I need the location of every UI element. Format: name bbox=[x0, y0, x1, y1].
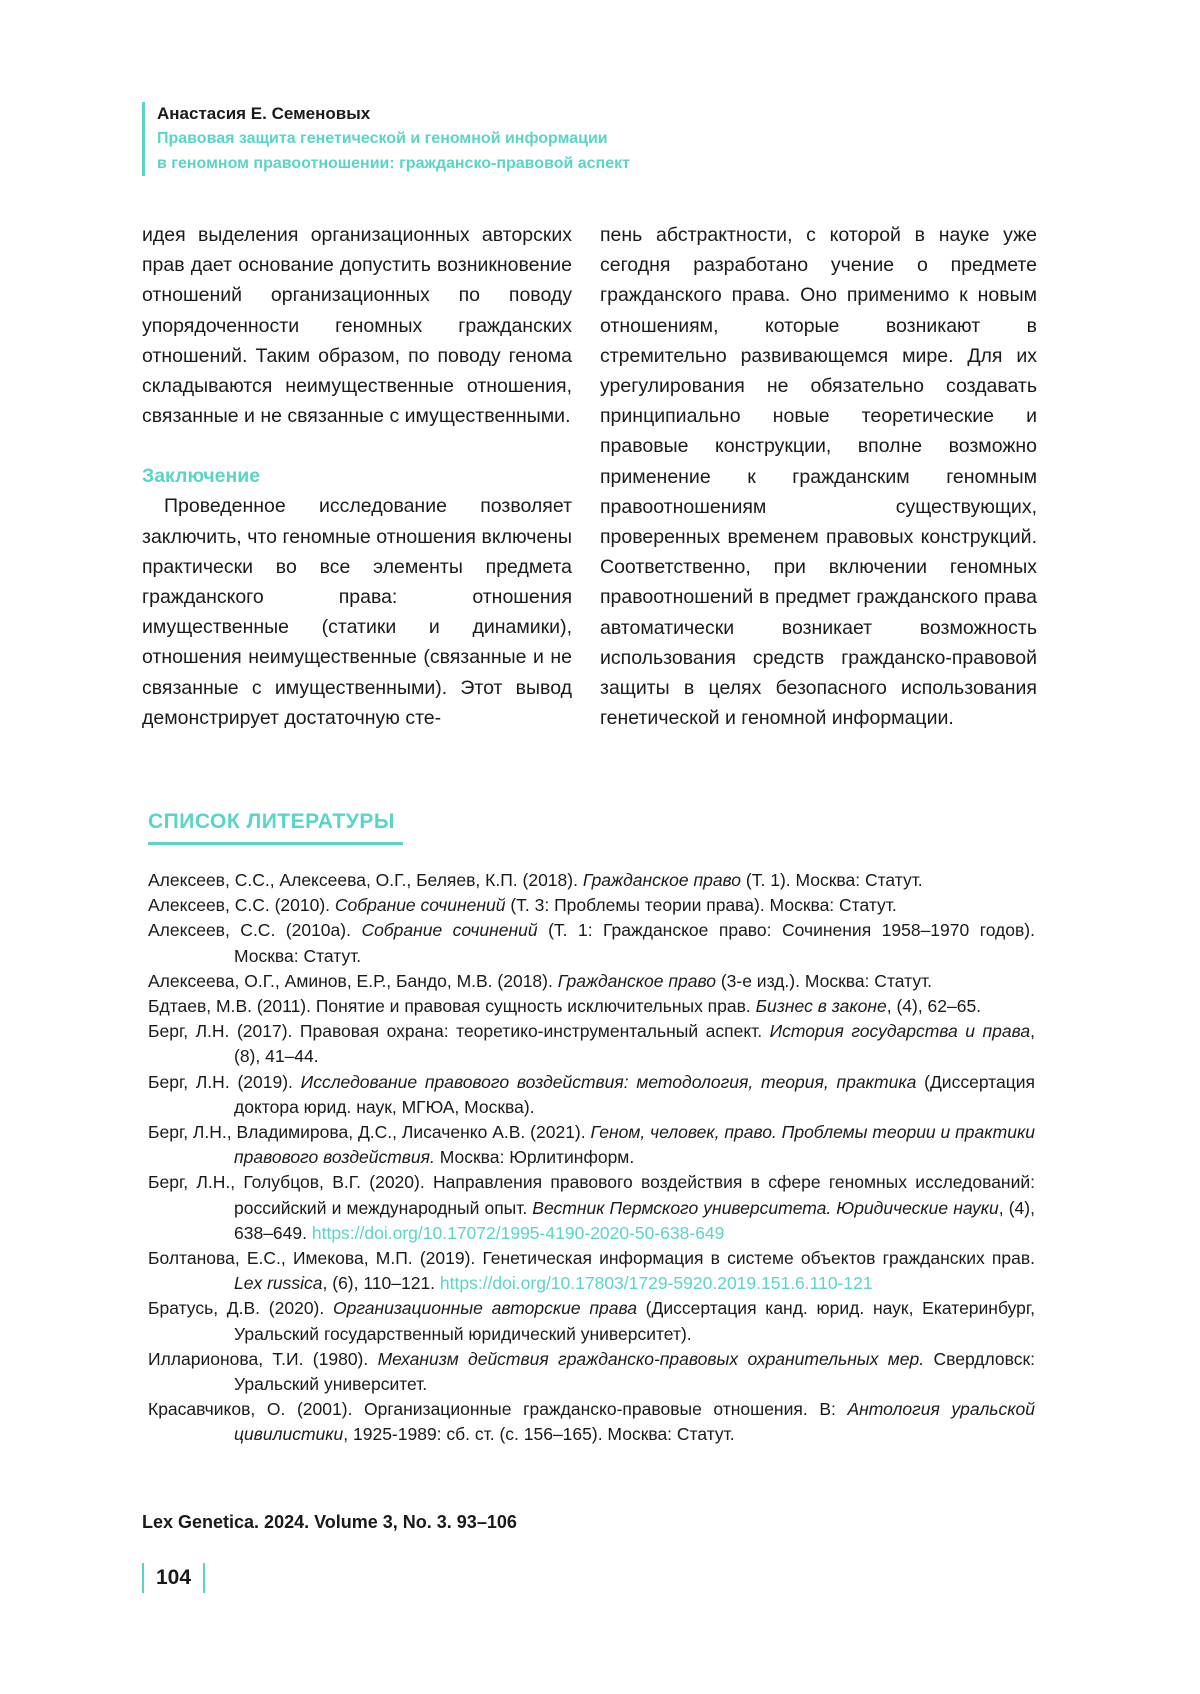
header-author: Анастасия Е. Семеновых bbox=[157, 104, 371, 123]
reference-item bbox=[148, 994, 1035, 1019]
reference-source: Собрание сочинений bbox=[361, 920, 538, 941]
reference-text: Берг, Л.Н., Голубцов, В.Г. (2020). Направления правового воздействия в сфере геномных исследований: российский и международный опыт. bbox=[148, 1172, 1035, 1218]
reference-text: Берг, Л.Н., Владимирова, Д.С., Лисаченко А.В. (2021). bbox=[148, 1122, 591, 1143]
reference-source: Организационные авторские права bbox=[332, 1298, 637, 1319]
reference-source: Гражданское право bbox=[582, 870, 742, 890]
references-list bbox=[148, 868, 1035, 1448]
paragraph: Проведенное исследование позволяет заключить, что геномные отношения включены практически во все элементы предмета гражданского права: отношения имущественные (статики и динамики), отношения неимущественные (связанные и не связанные с имущественными). Этот вывод демонстрирует достаточную сте- bbox=[142, 495, 572, 729]
reference-details: (Диссертация канд. юрид. наук, Екатеринбург, Уральский государственный юридический университет). bbox=[234, 1298, 1036, 1344]
header-title-line-1: Правовая защита генетической и геномной информации bbox=[157, 130, 608, 147]
reference-details: (Т. 1: Гражданское право: Сочинения 1958–1970 годов). Москва: Статут. bbox=[234, 920, 1035, 966]
reference-item bbox=[148, 918, 1035, 968]
reference-text: Братусь, Д.В. (2020). bbox=[148, 1298, 333, 1319]
reference-details: , (4), 638–649. bbox=[234, 1197, 1035, 1243]
reference-details: , (6), 110–121. bbox=[322, 1273, 440, 1294]
reference-details: (3-е изд.). Москва: Статут. bbox=[715, 970, 933, 991]
header-title-line-2: в геномном правоотношении: гражданско-правовой аспект bbox=[157, 155, 630, 172]
reference-details: , (8), 41–44. bbox=[234, 1021, 1035, 1067]
reference-item bbox=[148, 1170, 1035, 1246]
reference-text: Илларионова, Т.И. (1980). bbox=[148, 1348, 378, 1369]
reference-text: Бдтаев, М.В. (2011). Понятие и правовая сущность исключительных прав. bbox=[148, 996, 756, 1017]
reference-text: Болтанова, Е.С., Имекова, М.П. (2019). Генетическая информация в системе объектов гражданских прав. bbox=[148, 1248, 1035, 1269]
reference-text: Алексеев, С.С., Алексеева, О.Г., Беляев, К.П. (2018). bbox=[148, 870, 583, 890]
reference-text: Берг, Л.Н. (2017). Правовая охрана: теоретико-инструментальный аспект. bbox=[148, 1021, 770, 1042]
reference-source: Исследование правового воздействия: методология, теория, практика bbox=[300, 1071, 917, 1092]
reference-text: Берг, Л.Н. (2019). bbox=[148, 1071, 301, 1092]
reference-details: (Диссертация доктора юрид. наук, МГЮА, Москва). bbox=[234, 1071, 1035, 1117]
reference-source: Механизм действия гражданско-правовых охранительных мер. bbox=[377, 1348, 925, 1369]
reference-details: Москва: Юрлитинформ. bbox=[434, 1147, 635, 1168]
section-heading: Заключение bbox=[142, 465, 261, 488]
reference-item bbox=[148, 1347, 1035, 1397]
body-column-right bbox=[600, 220, 1037, 733]
reference-text: Алексеева, О.Г., Аминов, Е.Р., Бандо, М.В. (2018). bbox=[148, 970, 558, 991]
body-column-left bbox=[142, 220, 572, 733]
reference-source: Вестник Пермского университета. Юридические науки bbox=[532, 1197, 999, 1218]
reference-source: Собрание сочинений bbox=[334, 895, 506, 916]
reference-source: Гражданское право bbox=[557, 970, 716, 991]
reference-details: , 1925-1989: сб. ст. (с. 156–165). Москва: Статут. bbox=[343, 1424, 735, 1445]
reference-details: Свердловск: Уральский университет. bbox=[234, 1348, 1035, 1395]
reference-item bbox=[148, 969, 1035, 994]
journal-citation: Lex Genetica. 2024. Volume 3, No. 3. 93–106 bbox=[142, 1512, 517, 1532]
reference-item bbox=[148, 1397, 1035, 1447]
reference-item bbox=[148, 1019, 1035, 1069]
reference-text: Красавчиков, О. (2001). Организационные гражданско-правовые отношения. В: bbox=[148, 1399, 848, 1420]
reference-item bbox=[148, 1296, 1035, 1346]
reference-item bbox=[148, 1246, 1035, 1296]
doi-link[interactable]: https://doi.org/10.17072/1995-4190-2020-50-638-649 bbox=[311, 1222, 725, 1243]
reference-source: Геном, человек, право. Проблемы теории и практики правового воздействия. bbox=[234, 1122, 1035, 1168]
page-number: 104 bbox=[142, 1563, 205, 1593]
references-title: СПИСОК ЛИТЕРАТУРЫ bbox=[148, 810, 403, 845]
reference-source: Бизнес в законе bbox=[755, 996, 887, 1017]
reference-item bbox=[148, 1070, 1035, 1120]
reference-source: История государства и права bbox=[769, 1021, 1031, 1042]
reference-source: Антология уральской цивилистики bbox=[234, 1399, 1035, 1445]
running-header bbox=[142, 102, 630, 176]
reference-details: , (4), 62–65. bbox=[886, 996, 982, 1017]
reference-item bbox=[148, 1120, 1035, 1170]
reference-details: (Т. 1). Москва: Статут. bbox=[741, 870, 923, 890]
paragraph: идея выделения организационных авторских прав дает основание допустить возникновение отношений организационных по поводу упорядоченности геномных гражданских отношений. Таким образом, по поводу генома складываются неимущественные отношения, связанные и не связанные с имущественными. bbox=[142, 224, 572, 428]
reference-source: Lex russica bbox=[234, 1273, 323, 1294]
reference-text: Алексеев, С.С. (2010). bbox=[148, 895, 335, 916]
reference-item bbox=[148, 893, 1035, 918]
reference-item bbox=[148, 868, 1035, 893]
reference-text: Алексеев, С.С. (2010а). bbox=[148, 920, 362, 941]
paragraph: пень абстрактности, с которой в науке уже сегодня разработано учение о предмете гражданского права. Оно применимо к новым отношениям, которые возникают в стремительно развивающемся мире. Для их урегулирования не обязательно создавать принципиально новые теоретические и правовые конструкции, вполне возможно применение к гражданским геномным правоотношениям существующих, проверенных временем правовых конструкций. Соответственно, при включении геномных правоотношений в предмет гражданского права автоматически возникает возможность использования средств гражданско-правовой защиты в целях безопасного использования генетической и геномной информации. bbox=[600, 224, 1037, 730]
reference-details: (Т. 3: Проблемы теории права). Москва: Статут. bbox=[505, 895, 897, 916]
doi-link[interactable]: https://doi.org/10.17803/1729-5920.2019.151.6.110-121 bbox=[439, 1273, 873, 1294]
